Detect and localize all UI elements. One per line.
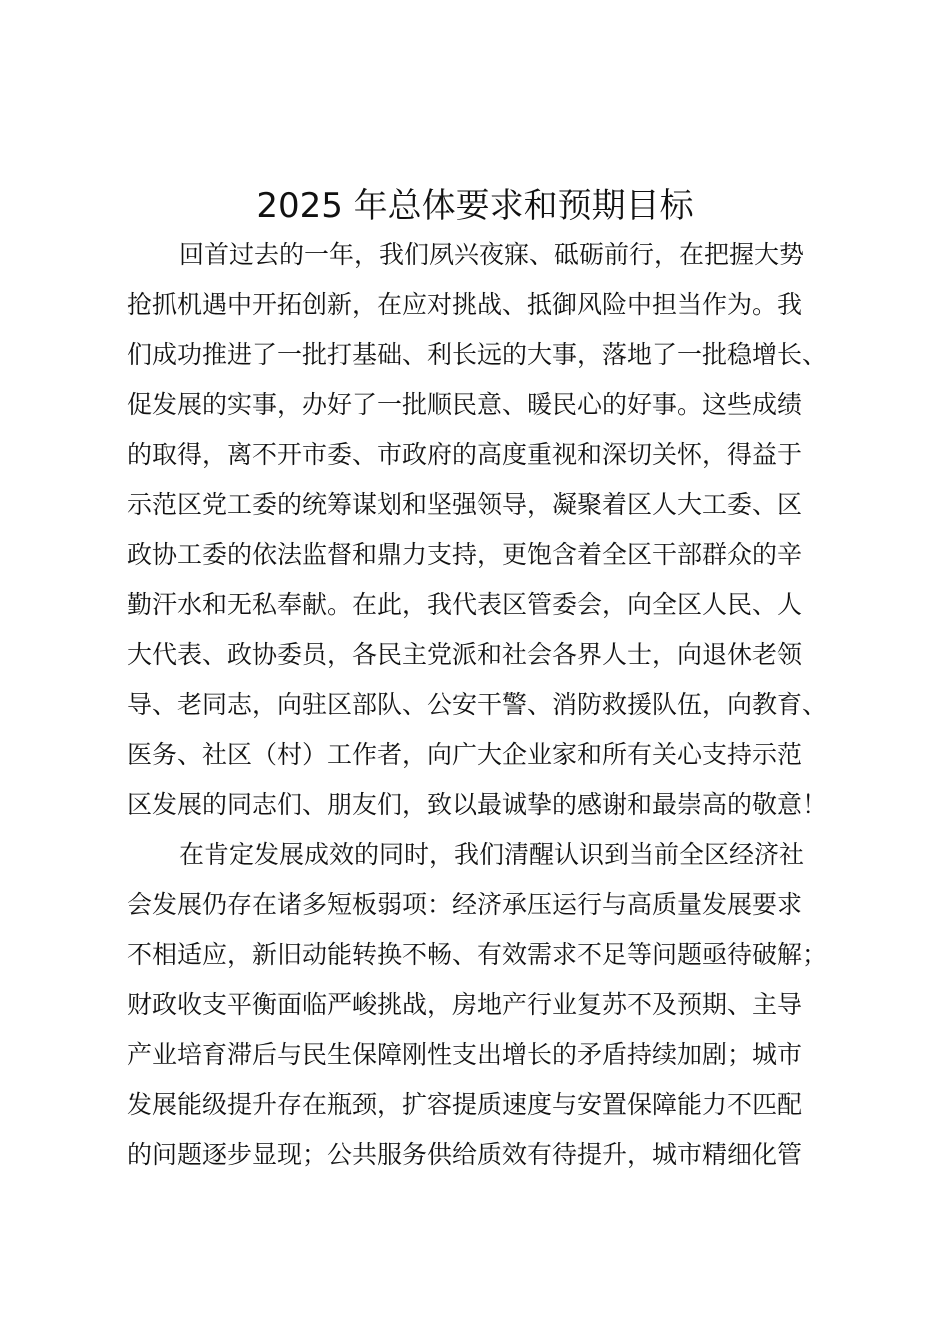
paragraph-line: 大代表、政协委员，各民主党派和社会各界人士，向退休老领 — [127, 640, 803, 669]
paragraph-line: 产业培育滞后与民生保障刚性支出增长的矛盾持续加剧；城市 — [127, 1040, 803, 1069]
paragraph-line: 的问题逐步显现；公共服务供给质效有待提升，城市精细化管 — [127, 1140, 803, 1169]
paragraph-line: 导、老同志，向驻区部队、公安干警、消防救援队伍，向教育、 — [127, 690, 828, 719]
paragraph-line: 们成功推进了一批打基础、利长远的大事，落地了一批稳增长、 — [127, 340, 828, 369]
paragraph-2 — [127, 830, 833, 1180]
paragraph-line: 回首过去的一年，我们夙兴夜寐、砥砺前行，在把握大势 — [179, 240, 805, 269]
paragraph-1 — [127, 230, 833, 830]
paragraph-line: 勤汗水和无私奉献。在此，我代表区管委会，向全区人民、人 — [127, 590, 803, 619]
paragraph-line: 财政收支平衡面临严峻挑战，房地产行业复苏不及预期、主导 — [127, 990, 803, 1019]
paragraph-line: 在肯定发展成效的同时，我们清醒认识到当前全区经济社 — [179, 840, 805, 869]
paragraph-line: 的取得，离不开市委、市政府的高度重视和深切关怀，得益于 — [127, 440, 803, 469]
document-title: 2025 年总体要求和预期目标 — [256, 186, 694, 226]
paragraph-line: 促发展的实事，办好了一批顺民意、暖民心的好事。这些成绩 — [127, 390, 803, 419]
document-body — [127, 230, 833, 1180]
paragraph-line: 区发展的同志们、朋友们，致以最诚挚的感谢和最崇高的敬意！ — [127, 790, 828, 819]
paragraph-line: 医务、社区（村）工作者，向广大企业家和所有关心支持示范 — [127, 740, 803, 769]
paragraph-line: 抢抓机遇中开拓创新，在应对挑战、抵御风险中担当作为。我 — [127, 290, 803, 319]
paragraph-line: 示范区党工委的统筹谋划和坚强领导，凝聚着区人大工委、区 — [127, 490, 803, 519]
paragraph-line: 发展能级提升存在瓶颈，扩容提质速度与安置保障能力不匹配 — [127, 1090, 803, 1119]
paragraph-line: 政协工委的依法监督和鼎力支持，更饱含着全区干部群众的辛 — [127, 540, 803, 569]
paragraph-line: 不相适应，新旧动能转换不畅、有效需求不足等问题亟待破解； — [127, 940, 828, 969]
paragraph-line: 会发展仍存在诸多短板弱项：经济承压运行与高质量发展要求 — [127, 890, 803, 919]
